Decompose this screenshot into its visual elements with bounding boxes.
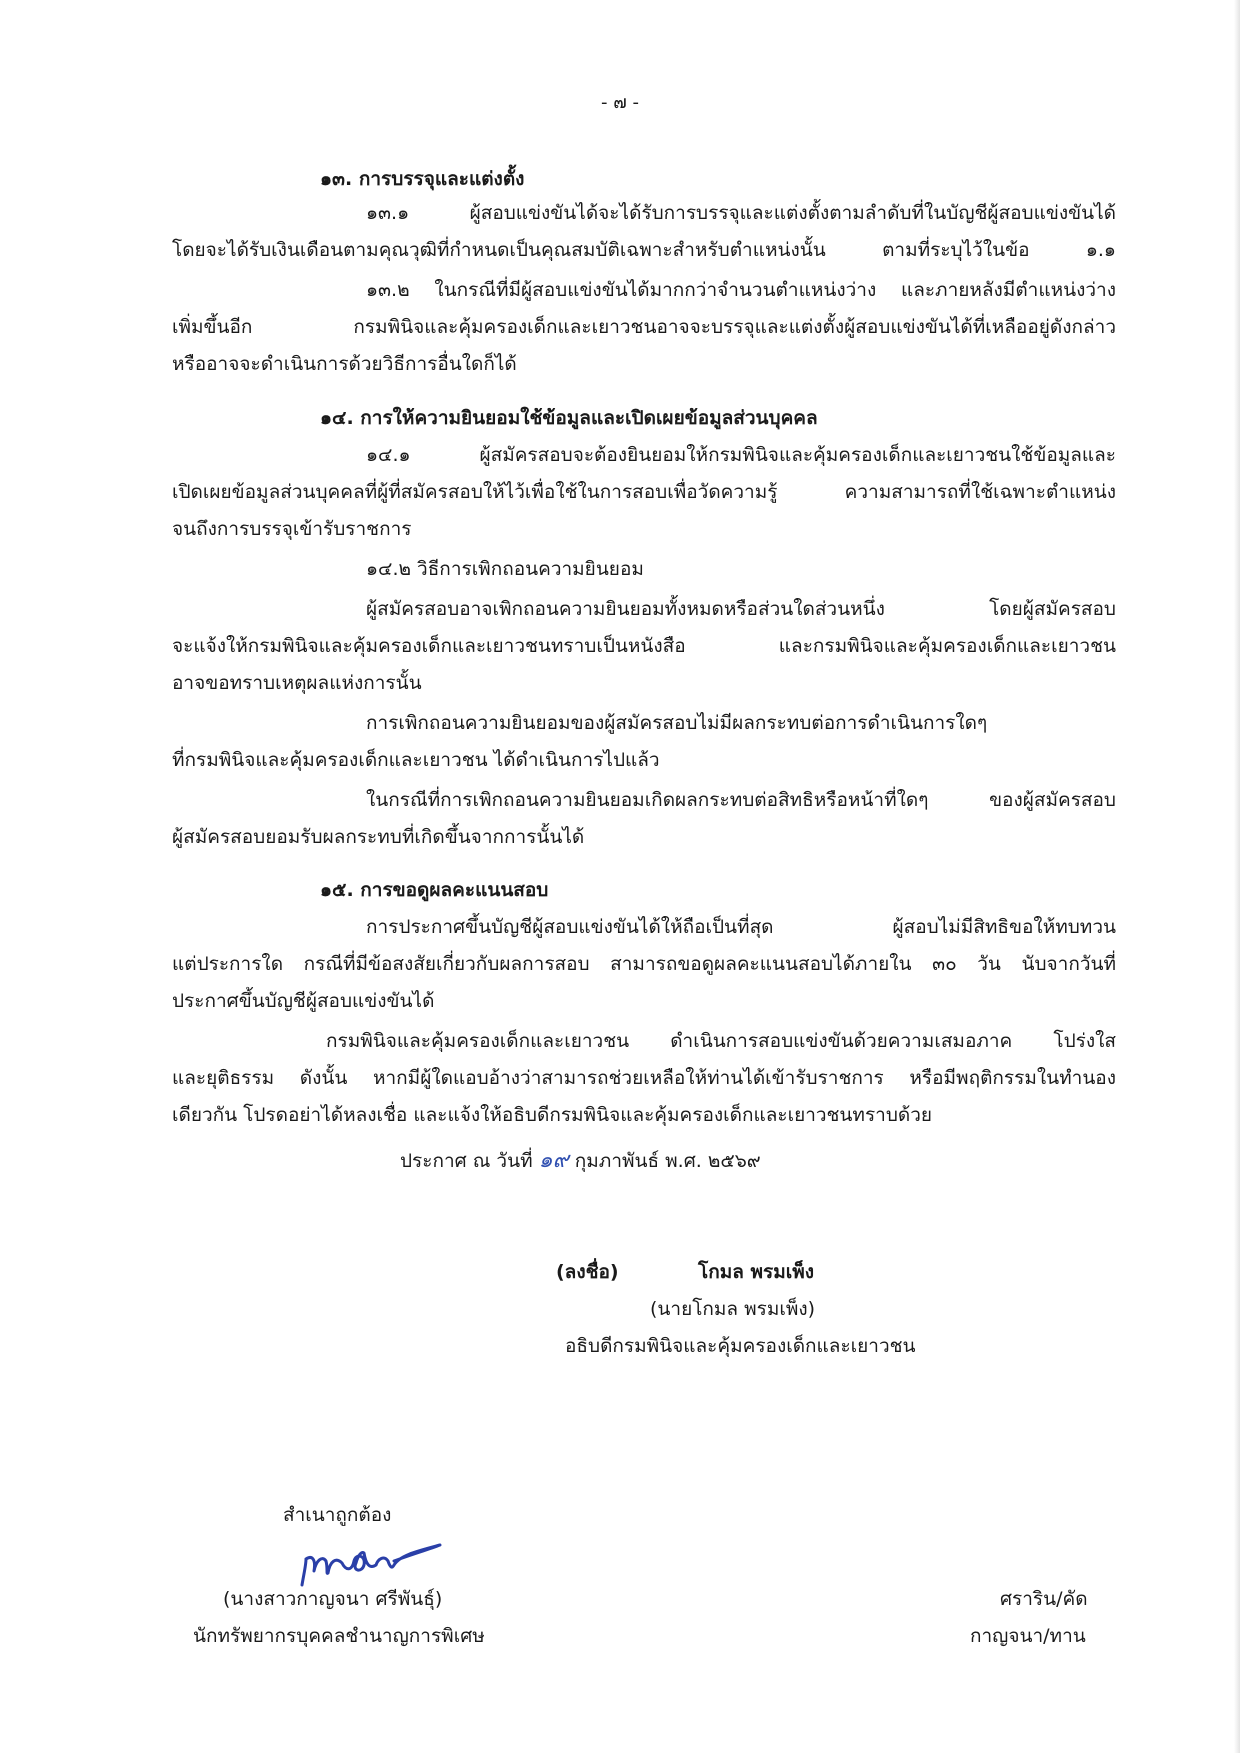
section-14-2-para-1-line-1: ผู้สมัครสอบอาจเพิกถอนความยินยอมทั้งหมดหรือส่วนใดส่วนหนึ่ง โดยผู้สมัครสอบ: [366, 598, 1116, 620]
section-13-2-line-1: ๑๓.๒ ในกรณีที่มีผู้สอบแข่งขันได้มากกว่าจำนวนตำแหน่งว่าง และภายหลังมีตำแหน่งว่าง: [366, 279, 1116, 301]
certified-copy-label: สำเนาถูกต้อง: [283, 1504, 392, 1526]
announcement-date: [400, 1148, 761, 1174]
section-15-para-1-line-1: การประกาศขึ้นบัญชีผู้สอบแข่งขันได้ให้ถือเป็นที่สุด ผู้สอบไม่มีสิทธิขอให้ทบทวน: [366, 916, 1116, 938]
section-15-para-1-line-3: ประกาศขึ้นบัญชีผู้สอบแข่งขันได้: [172, 990, 435, 1012]
section-14-1-line-1: ๑๔.๑ ผู้สมัครสอบจะต้องยินยอมให้กรมพินิจและคุ้มครองเด็กและเยาวชนใช้ข้อมูลและ: [366, 444, 1116, 466]
sign-label: (ลงชื่อ): [556, 1261, 619, 1283]
section-14-2-para-1-line-3: อาจขอทราบเหตุผลแห่งการนั้น: [172, 672, 422, 694]
announcement-prefix: ประกาศ ณ วันที่: [400, 1150, 533, 1172]
section-14-2-para-3-line-2: ผู้สมัครสอบยอมรับผลกระทบที่เกิดขึ้นจากการนั้นได้: [172, 826, 585, 848]
section-14-2-title: ๑๔.๒ วิธีการเพิกถอนความยินยอม: [366, 558, 644, 580]
section-14-1-line-2: เปิดเผยข้อมูลส่วนบุคคลที่ผู้ที่สมัครสอบให้ไว้เพื่อใช้ในการสอบเพื่อวัดความรู้ ความสามารถที่ใช้เฉพาะตำแหน่ง: [172, 481, 1116, 503]
section-14-2-para-1-line-2: จะแจ้งให้กรมพินิจและคุ้มครองเด็กและเยาวชนทราบเป็นหนังสือ และกรมพินิจและคุ้มครองเด็กและเยาวชน: [172, 635, 1116, 657]
certified-position: นักทรัพยากรบุคคลชำนาญการพิเศษ: [193, 1625, 485, 1647]
section-13-1-line-1: ๑๓.๑ ผู้สอบแข่งขันได้จะได้รับการบรรจุและแต่งตั้งตามลำดับที่ในบัญชีผู้สอบแข่งขันได้: [366, 202, 1116, 224]
section-15-heading: ๑๕. การขอดูผลคะแนนสอบ: [320, 879, 549, 901]
page-edge-shadow: [1234, 0, 1240, 1753]
section-13-heading: ๑๓. การบรรจุและแต่งตั้ง: [320, 168, 525, 190]
section-15-para-2-line-3: เดียวกัน โปรดอย่าได้หลงเชื่อ และแจ้งให้อธิบดีกรมพินิจและคุ้มครองเด็กและเยาวชนทราบด้วย: [172, 1104, 933, 1126]
section-15-para-1-line-2: แต่ประการใด กรณีที่มีข้อสงสัยเกี่ยวกับผลการสอบ สามารถขอดูผลคะแนนสอบได้ภายใน ๓๐ วัน นับจากวันที่: [172, 953, 1116, 975]
checked-by-note: กาญจนา/ทาน: [970, 1625, 1086, 1647]
section-15-para-2-line-2: และยุติธรรม ดังนั้น หากมีผู้ใดแอบอ้างว่าสามารถช่วยเหลือให้ท่านได้เข้ารับราชการ หรือมีพฤติกรรมในทำนอง: [172, 1067, 1116, 1089]
announcement-day: ๑๙: [538, 1148, 569, 1173]
announcement-month-year: กุมภาพันธ์ พ.ศ. ๒๕๖๙: [574, 1150, 761, 1172]
section-13-2-line-3: หรืออาจจะดำเนินการด้วยวิธีการอื่นใดก็ได้: [172, 353, 517, 375]
section-14-2-para-3-line-1: ในกรณีที่การเพิกถอนความยินยอมเกิดผลกระทบต่อสิทธิหรือหน้าที่ใดๆ ของผู้สมัครสอบ: [366, 789, 1116, 811]
copied-by-note: ศราริน/คัด: [1000, 1588, 1088, 1610]
page-number: - ๗ -: [601, 92, 639, 113]
section-13-2-line-2: เพิ่มขึ้นอีก กรมพินิจและคุ้มครองเด็กและเยาวชนอาจจะบรรจุและแต่งตั้งผู้สอบแข่งขันได้ที่เหลืออยู่ดังกล่าว: [172, 316, 1116, 338]
section-13-1-line-2: โดยจะได้รับเงินเดือนตามคุณวุฒิที่กำหนดเป็นคุณสมบัติเฉพาะสำหรับตำแหน่งนั้น ตามที่ระบุไว้ในข้อ ๑.๑: [172, 239, 1116, 261]
section-14-heading: ๑๔. การให้ความยินยอมใช้ข้อมูลและเปิดเผยข้อมูลส่วนบุคคล: [320, 407, 818, 429]
section-14-2-para-2-line-1: การเพิกถอนความยินยอมของผู้สมัครสอบไม่มีผลกระทบต่อการดำเนินการใดๆ: [366, 712, 988, 734]
section-15-para-2-line-1: กรมพินิจและคุ้มครองเด็กและเยาวชน ดำเนินการสอบแข่งขันด้วยความเสมอภาค โปร่งใส: [326, 1030, 1116, 1052]
certified-name: (นางสาวกาญจนา ศรีพันธุ์): [223, 1588, 443, 1610]
section-14-1-line-3: จนถึงการบรรจุเข้ารับราชการ: [172, 518, 412, 540]
signatory-full-name: (นายโกมล พรมเพ็ง): [650, 1298, 816, 1320]
signatory-position: อธิบดีกรมพินิจและคุ้มครองเด็กและเยาวชน: [565, 1335, 916, 1357]
section-14-2-para-2-line-2: ที่กรมพินิจและคุ้มครองเด็กและเยาวชน ได้ดำเนินการไปแล้ว: [172, 749, 660, 771]
signed-name: โกมล พรมเพ็ง: [698, 1261, 815, 1283]
